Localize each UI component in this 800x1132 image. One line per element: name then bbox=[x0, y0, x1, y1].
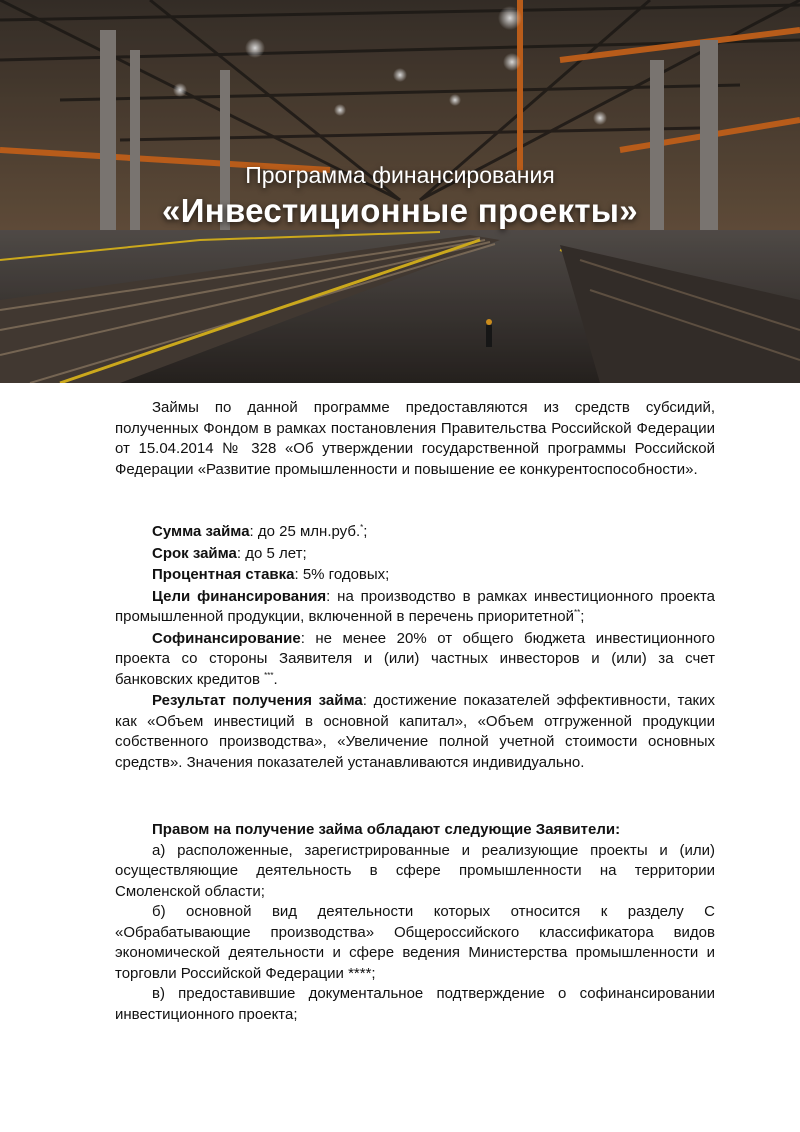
cofinancing-end: . bbox=[273, 670, 278, 688]
financing-goals-end: ; bbox=[580, 608, 585, 625]
loan-term-label: Срок займа bbox=[152, 544, 237, 562]
interest-rate-value: : 5% годовых; bbox=[294, 566, 390, 583]
footnote-mark: * bbox=[360, 523, 364, 532]
interest-rate-label: Процентная ставка bbox=[152, 566, 295, 583]
loan-term-value: : до 5 лет; bbox=[236, 544, 307, 562]
program-title: «Инвестиционные проекты» bbox=[162, 192, 638, 229]
applicants-heading: Правом на получение займа обладают следующие Заявители: bbox=[152, 821, 621, 838]
loan-result bbox=[115, 691, 715, 773]
applicant-item: а) расположенные, зарегистрированные и реализующие проекты и (или) осуществляющие деятельность в сфере промышленности на территории Смоленской области; bbox=[115, 841, 715, 900]
intro-paragraph: Займы по данной программе предоставляются из средств субсидий, полученных Фондом в рамках постановления Правительства Российской Федерации от 15.04.2014 № 328 «Об утверждении государственной программы Российской Федерации «Развитие промышленности и повышение ее конкурентоспособности». bbox=[115, 399, 715, 478]
financing-goals bbox=[115, 587, 715, 628]
loan-amount-label: Сумма займа bbox=[152, 523, 250, 540]
loan-term bbox=[115, 544, 715, 565]
applicant-item: б) основной вид деятельности которых относится к разделу С «Обрабатывающие производства» Общероссийского классификатора видов экономической деятельности и сфере ведения Министерства промышленности и торговли Российской Федерации ****; bbox=[115, 903, 715, 982]
applicant-item: в) предоставившие документальное подтверждение о софинансировании инвестиционного проекта; bbox=[115, 985, 715, 1023]
hero-banner bbox=[0, 0, 800, 383]
cofinancing-value: : не менее 20% от общего бюджета инвестиционного проекта со стороны Заявителя и (или) частных инвесторов и (или) за счет банковских кредитов bbox=[115, 629, 715, 688]
financing-goals-label: Цели финансирования bbox=[152, 587, 327, 605]
program-subtitle: Программа финансирования bbox=[245, 162, 555, 188]
financing-goals-value: : на производство в рамках инвестиционного проекта промышленной продукции, включенной в перечень приоритетной bbox=[115, 587, 716, 625]
loan-amount-value: : до 25 млн.руб. bbox=[249, 523, 361, 540]
footnote-mark: *** bbox=[264, 670, 274, 680]
cofinancing-label: Софинансирование bbox=[152, 629, 301, 647]
interest-rate bbox=[115, 565, 715, 586]
footnote-mark: ** bbox=[574, 608, 581, 617]
loan-amount bbox=[115, 522, 715, 543]
loan-amount-end: ; bbox=[363, 523, 368, 540]
document-body bbox=[115, 398, 715, 1025]
cofinancing bbox=[115, 629, 715, 691]
loan-result-label: Результат получения займа bbox=[152, 692, 363, 709]
loan-result-value: : достижение показателей эффективности, таких как «Объем инвестиций в основной капитал», «Объем отгруженной продукции собственного производства», «Увеличение полной учетной стоимости основных средств». Значения показателей устанавливаются индивидуально. bbox=[115, 692, 715, 771]
